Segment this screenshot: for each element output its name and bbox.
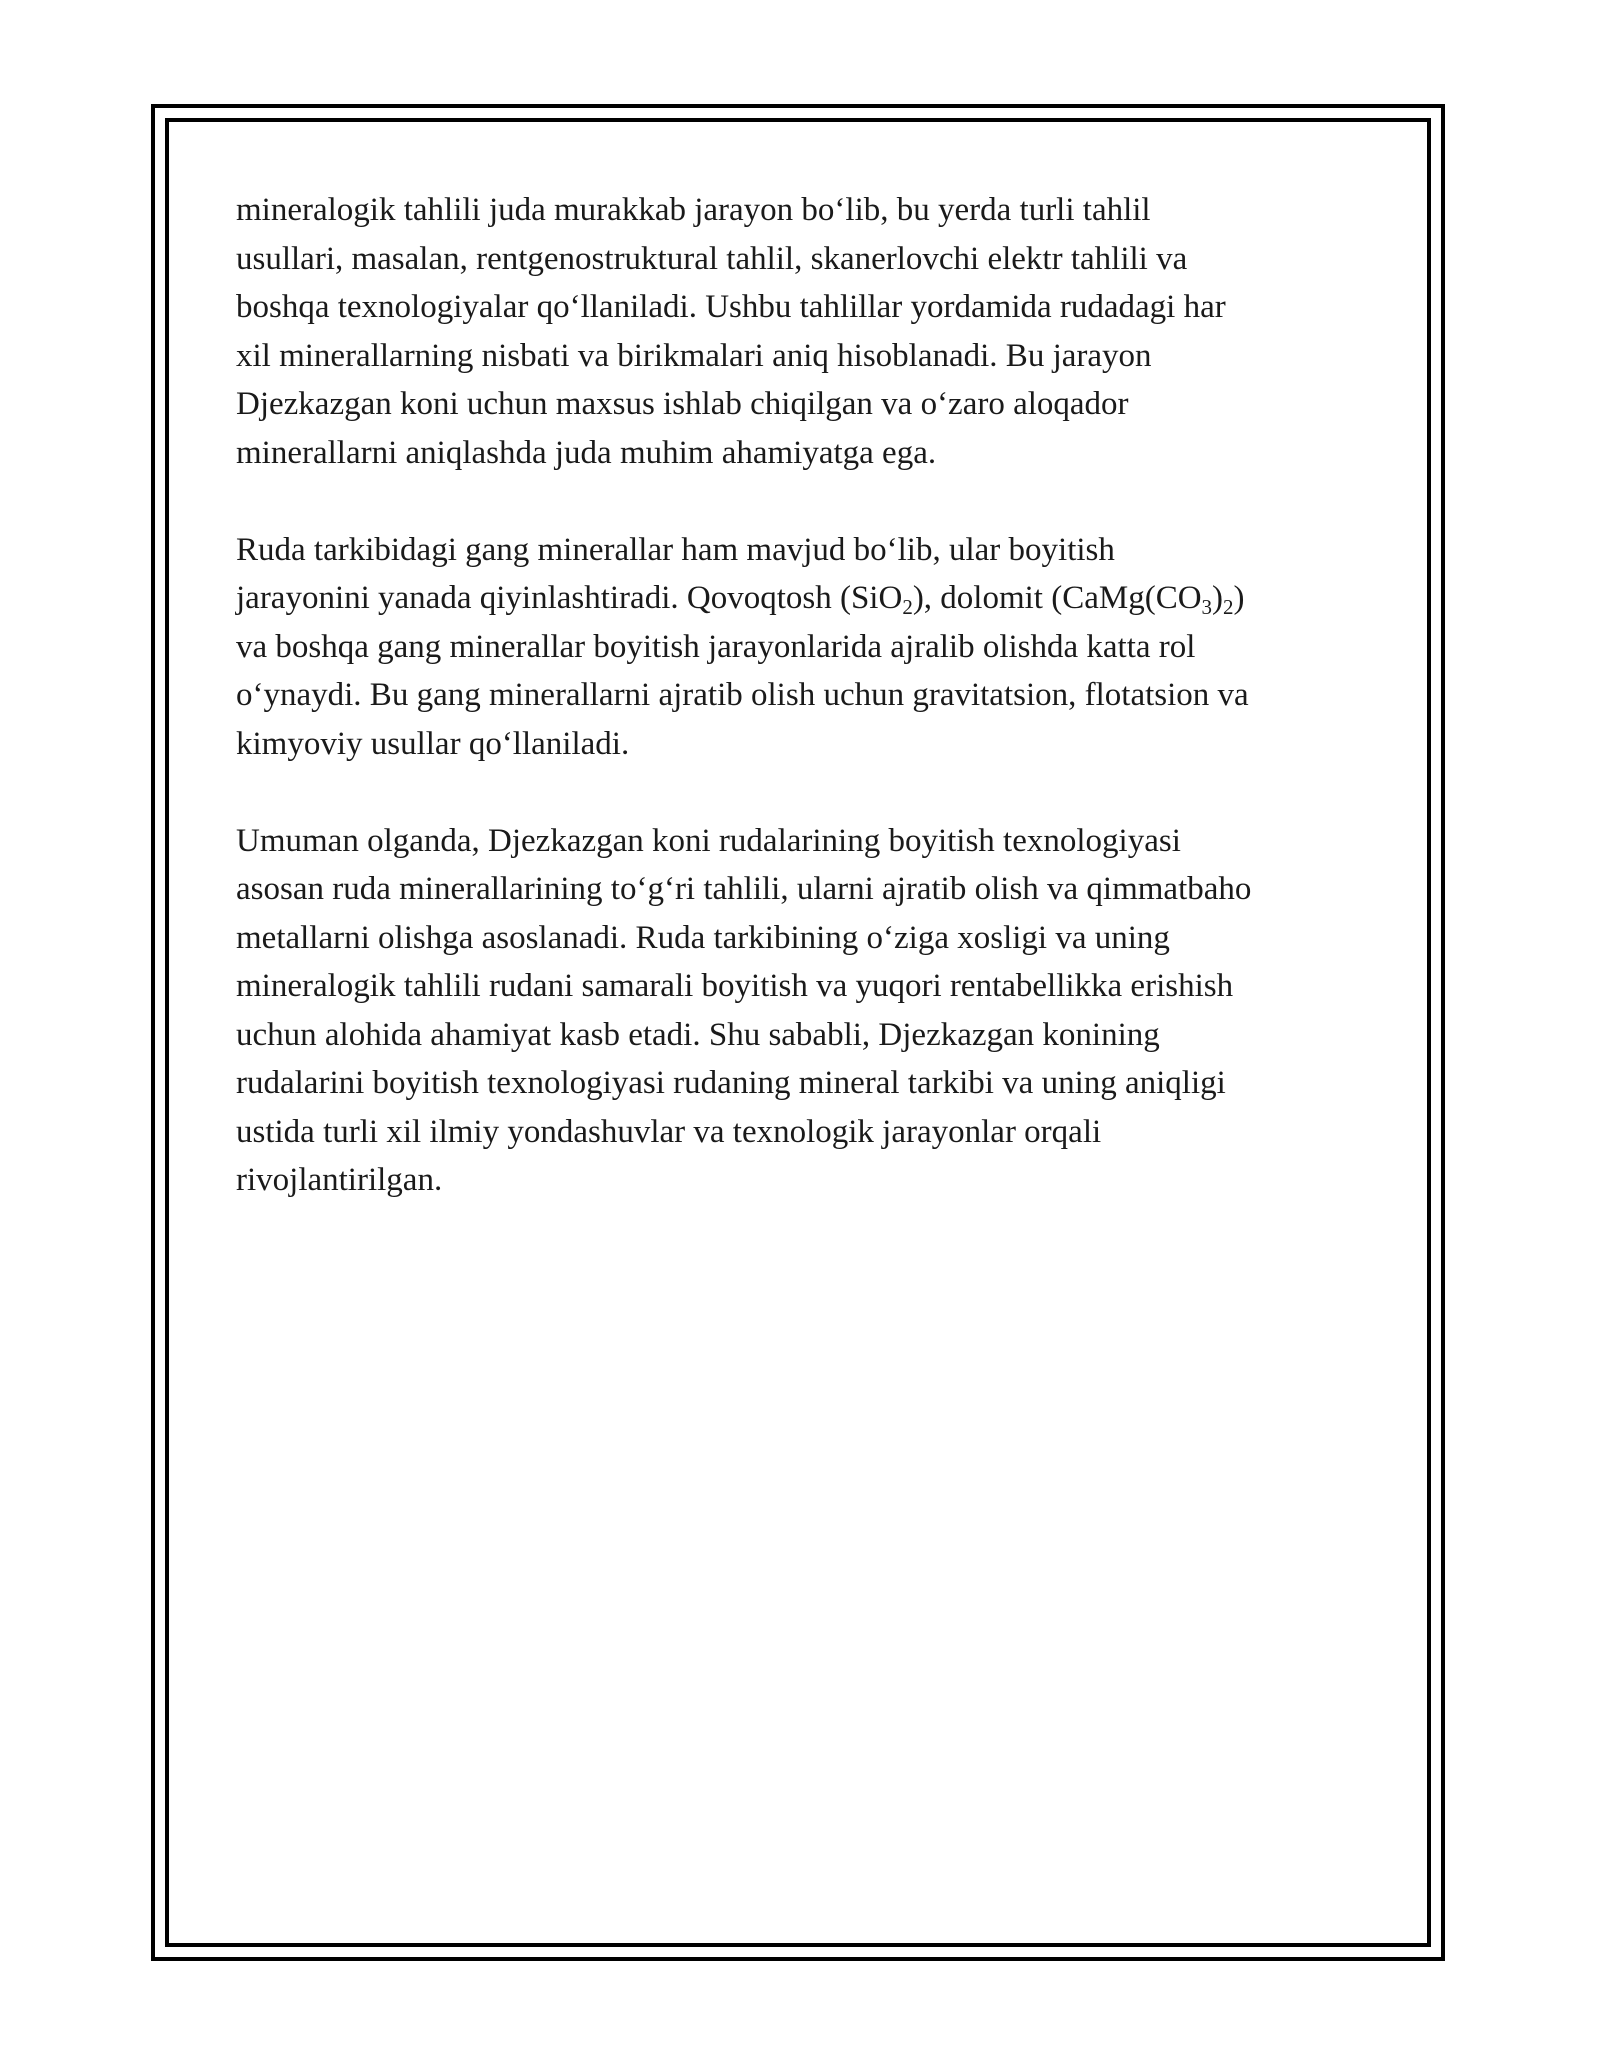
subscript: 3 bbox=[1201, 595, 1213, 619]
subscript: 2 bbox=[902, 595, 913, 619]
paragraph-line: ustida turli xil ilmiy yondashuvlar va texnologik jarayonlar orqali bbox=[236, 1113, 1102, 1150]
text-segment: ), dolomit (CaMg(CO bbox=[912, 580, 1202, 616]
paragraph-3 bbox=[236, 817, 1376, 1205]
paragraph-line: rivojlantirilgan. bbox=[236, 1162, 443, 1198]
text-segment: jarayonini yanada qiyinlashtiradi. Qovoqtosh (SiO bbox=[236, 580, 903, 616]
paragraph-line: va boshqa gang minerallar boyitish jarayonlarida ajralib olishda katta rol bbox=[236, 628, 1196, 665]
text-segment: ) bbox=[1233, 580, 1245, 616]
paragraph-line: xil minerallarning nisbati va birikmalari aniq hisoblanadi. Bu jarayon bbox=[236, 337, 1152, 374]
paragraph-line: kimyoviy usullar qo‘llaniladi. bbox=[236, 725, 630, 762]
paragraph-line: minerallarni aniqlashda juda muhim ahamiyatga ega. bbox=[236, 434, 937, 471]
paragraph-line: asosan ruda minerallarining to‘g‘ri tahlili, ularni ajratib olish va qimmatbaho bbox=[236, 871, 1252, 907]
paragraph-line: Ruda tarkibidagi gang minerallar ham mavjud bo‘lib, ular boyitish bbox=[236, 531, 1115, 568]
text-segment: ) bbox=[1212, 580, 1224, 616]
paragraph-line: rudalarini boyitish texnologiyasi rudaning mineral tarkibi va uning aniqligi bbox=[236, 1065, 1226, 1101]
document-body bbox=[236, 186, 1376, 1205]
paragraph-line: metallarni olishga asoslanadi. Ruda tarkibining o‘ziga xosligi va uning bbox=[236, 919, 1170, 956]
paragraph-line: usullari, masalan, rentgenostruktural tahlil, skanerlovchi elektr tahlili va bbox=[236, 240, 1188, 277]
subscript: 2 bbox=[1223, 595, 1234, 619]
paragraph-line: mineralogik tahlili juda murakkab jarayon bo‘lib, bu yerda turli tahlil bbox=[236, 192, 1151, 228]
paragraph-line: o‘ynaydi. Bu gang minerallarni ajratib olish uchun gravitatsion, flotatsion va bbox=[236, 677, 1249, 713]
paragraph-line: mineralogik tahlili rudani samarali boyitish va yuqori rentabellikka erishish bbox=[236, 968, 1234, 1004]
paragraph-line: uchun alohida ahamiyat kasb etadi. Shu sababli, Djezkazgan konining bbox=[236, 1016, 1160, 1053]
paragraph-1 bbox=[236, 186, 1376, 477]
paragraph-line: Djezkazgan koni uchun maxsus ishlab chiqilgan va o‘zaro aloqador bbox=[236, 386, 1129, 422]
paragraph-line: boshqa texnologiyalar qo‘llaniladi. Ushbu tahlillar yordamida rudadagi har bbox=[236, 289, 1226, 325]
paragraph-2 bbox=[236, 526, 1376, 769]
paragraph-line: Umuman olganda, Djezkazgan koni rudalarining boyitish texnologiyasi bbox=[236, 822, 1181, 859]
paragraph-line-with-formulas bbox=[236, 580, 1245, 619]
